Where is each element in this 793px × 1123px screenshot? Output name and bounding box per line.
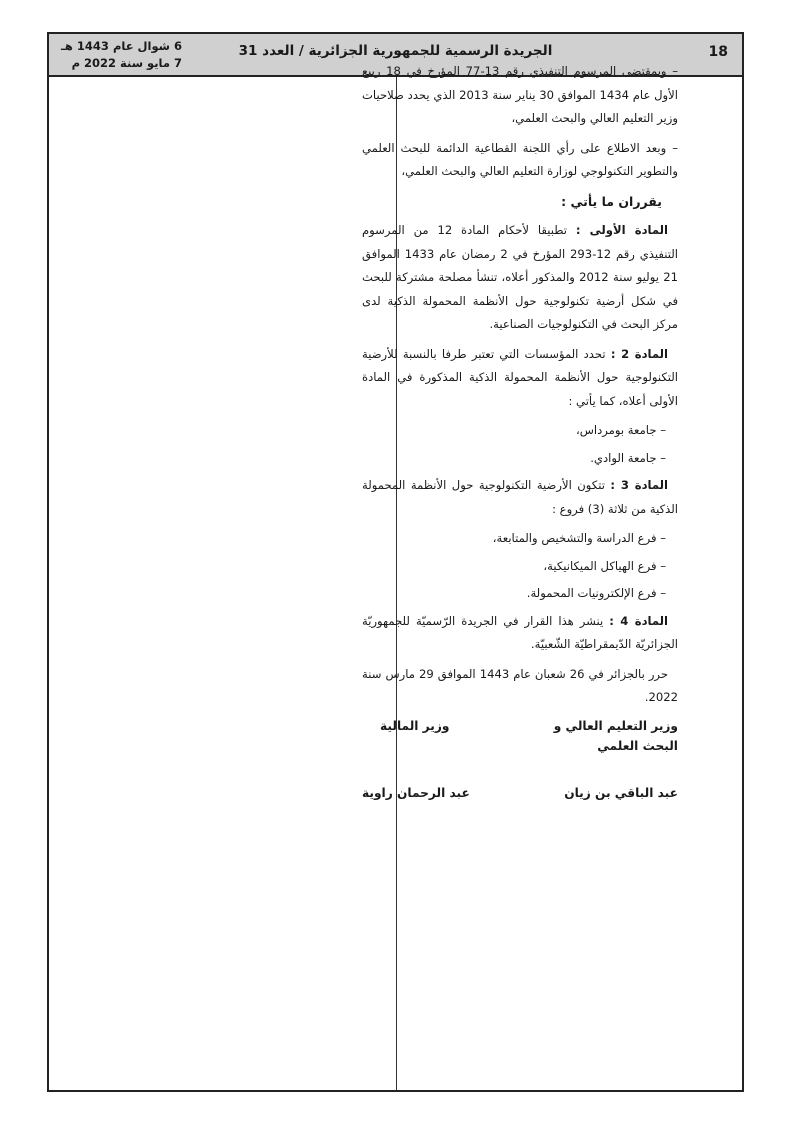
article-3-text: تتكون الأرضية التكنولوجية حول الأنظمة المحمولة الذكية من ثلاثة (3) فروع : — [362, 478, 678, 516]
date-hijri: 6 شوال عام 1443 هـ — [61, 39, 183, 53]
para-decree: – وبمقتضى المرسوم التنفيذي رقم 13-77 المؤرخ في 18 ربيع الأول عام 1434 الموافق 30 يناير سنة 2013 الذي يحدد صلاحيات وزير التعليم العالي والبحث العلمي، — [362, 64, 678, 125]
article-2-text: تحدد المؤسسات التي تعتبر طرفا بالنسبة للأرضية التكنولوجية حول الأنظمة المحمولة الذكية المذكورة في المادة الأولى أعلاه، كما يأتي : — [362, 346, 678, 408]
para-opinion: – وبعد الاطلاع على رأي اللجنة القطاعية الدائمة للبحث العلمي والتطوير التكنولوجي لوزارة التعليم العالي والبحث العلمي، — [362, 140, 678, 178]
journal-title: الجريدة الرسمية للجمهورية الجزائرية / العدد 31 — [238, 43, 553, 59]
closing-date: حرر بالجزائر في 26 شعبان عام 1443 الموافق 29 مارس سنة 2022. — [362, 666, 678, 704]
minister2-name: عبد الرحمان راوية — [362, 785, 470, 800]
article-4 — [362, 610, 678, 657]
article-1 — [362, 219, 678, 337]
issue-date — [61, 38, 182, 72]
article-2 — [362, 343, 678, 414]
minister2-title: وزير المالية — [380, 718, 450, 733]
list-item: – جامعة الوادي. — [590, 450, 666, 465]
article-3-list — [362, 527, 678, 606]
article-4-label: المادة 4 : — [609, 613, 668, 628]
article-2-list — [362, 419, 678, 470]
list-item: – فرع الهياكل الميكانيكية، — [543, 558, 666, 573]
article-3 — [362, 474, 678, 521]
list-item: – فرع الدراسة والتشخيص والمتابعة، — [492, 531, 666, 545]
article-1-label: المادة الأولى : — [575, 223, 668, 237]
minister1-title: وزير التعليم العالي و البحث العلمي — [553, 718, 678, 753]
page-number: 18 — [708, 44, 728, 60]
article-4-text: ينشر هذا القرار في الجريدة الرّسميّة للجمهوريّة الجزائريّة الدّيمقراطيّة الشّعبيّة. — [362, 613, 678, 651]
list-item: – فرع الإلكترونيات المحمولة. — [526, 586, 666, 600]
minister1-name: عبد الباقي بن زيان — [564, 785, 678, 800]
date-gregorian: 7 مايو سنة 2022 م — [71, 56, 183, 70]
list-item: – جامعة بومرداس، — [576, 423, 666, 437]
right-column — [362, 60, 678, 811]
decision-lead: يقرران ما يأتي : — [561, 193, 662, 209]
signatures-block — [362, 716, 678, 811]
article-3-label: المادة 3 : — [610, 478, 668, 492]
article-2-label: المادة 2 : — [610, 346, 668, 361]
article-1-text: تطبيقا لأحكام المادة 12 من المرسوم التنفيذي رقم 12-293 المؤرخ في 2 رمضان عام 1433 الموافق 21 يوليو سنة 2012 والمذكور أعلاه، تنشأ مصلحة مشتركة للبحث في شكل أرضية تكنولوجية حول الأنظمة المحمولة الذكية لدى مركز البحث في التكنولوجيات الصناعية. — [362, 223, 678, 331]
